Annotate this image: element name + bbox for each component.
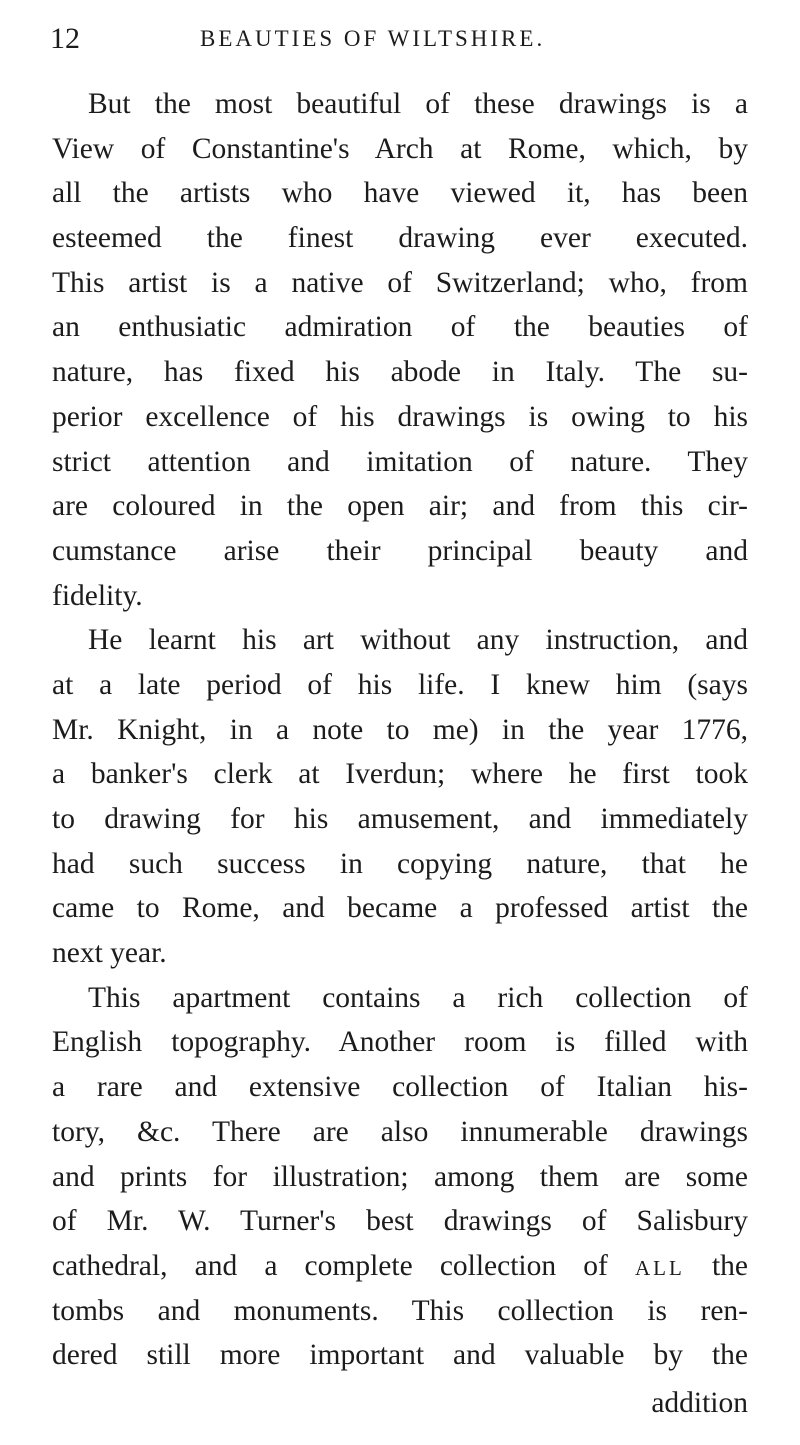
text-line: dered still more important and valuable by the [52, 1339, 748, 1372]
text-line: an enthusiatic admiration of the beauties of [52, 311, 748, 344]
text-line: View of Constantine's Arch at Rome, which, by [52, 132, 748, 165]
body-text [52, 82, 748, 1378]
text-line: of Mr. W. Turner's best drawings of Salisbury [52, 1205, 748, 1238]
text-line: English topography. Another room is filled with [52, 1026, 748, 1059]
text-line: This artist is a native of Switzerland; who, from [52, 266, 748, 299]
text-line: perior excellence of his drawings is owing to his [52, 400, 748, 433]
small-caps-word: ALL [634, 1255, 685, 1280]
text-line: But the most beautiful of these drawings is a [88, 88, 748, 120]
text-line: tory, &c. There are also innumerable drawings [52, 1115, 748, 1148]
text-line: nature, has fixed his abode in Italy. The su- [52, 356, 748, 389]
text-line: cumstance arise their principal beauty and [52, 534, 748, 567]
text-line: to drawing for his amusement, and immediately [52, 803, 748, 835]
text-line: strict attention and imitation of nature. They [52, 445, 748, 478]
text-line: This apartment contains a rich collection of [88, 981, 748, 1014]
text-line: a rare and extensive collection of Italian his- [52, 1071, 748, 1104]
page-header [50, 22, 750, 62]
text-line: tombs and monuments. This collection is ren- [52, 1294, 748, 1327]
text-line: came to Rome, and became a professed artist the [52, 892, 748, 925]
text-line: are coloured in the open air; and from this cir- [52, 490, 748, 523]
text-line: Mr. Knight, in a note to me) in the year 1776, [52, 713, 748, 746]
text-line: cathedral, and a complete collection of ALL the [52, 1249, 748, 1282]
text-line: had such success in copying nature, that he [52, 847, 748, 880]
text-line: He learnt his art without any instruction, and [88, 624, 748, 657]
page-number: 12 [50, 22, 80, 55]
text-line: and prints for illustration; among them are some [52, 1160, 748, 1193]
catchword: addition [651, 1387, 748, 1419]
running-title: BEAUTIES OF WILTSHIRE. [200, 26, 546, 51]
text-line: a banker's clerk at Iverdun; where he first took [52, 758, 748, 791]
text-line: next year. [52, 937, 167, 970]
text-line: all the artists who have viewed it, has been [52, 177, 748, 210]
text-line: at a late period of his life. I knew him (says [52, 668, 748, 701]
text-line: fidelity. [52, 579, 143, 612]
text-line: esteemed the finest drawing ever executed. [52, 222, 748, 255]
